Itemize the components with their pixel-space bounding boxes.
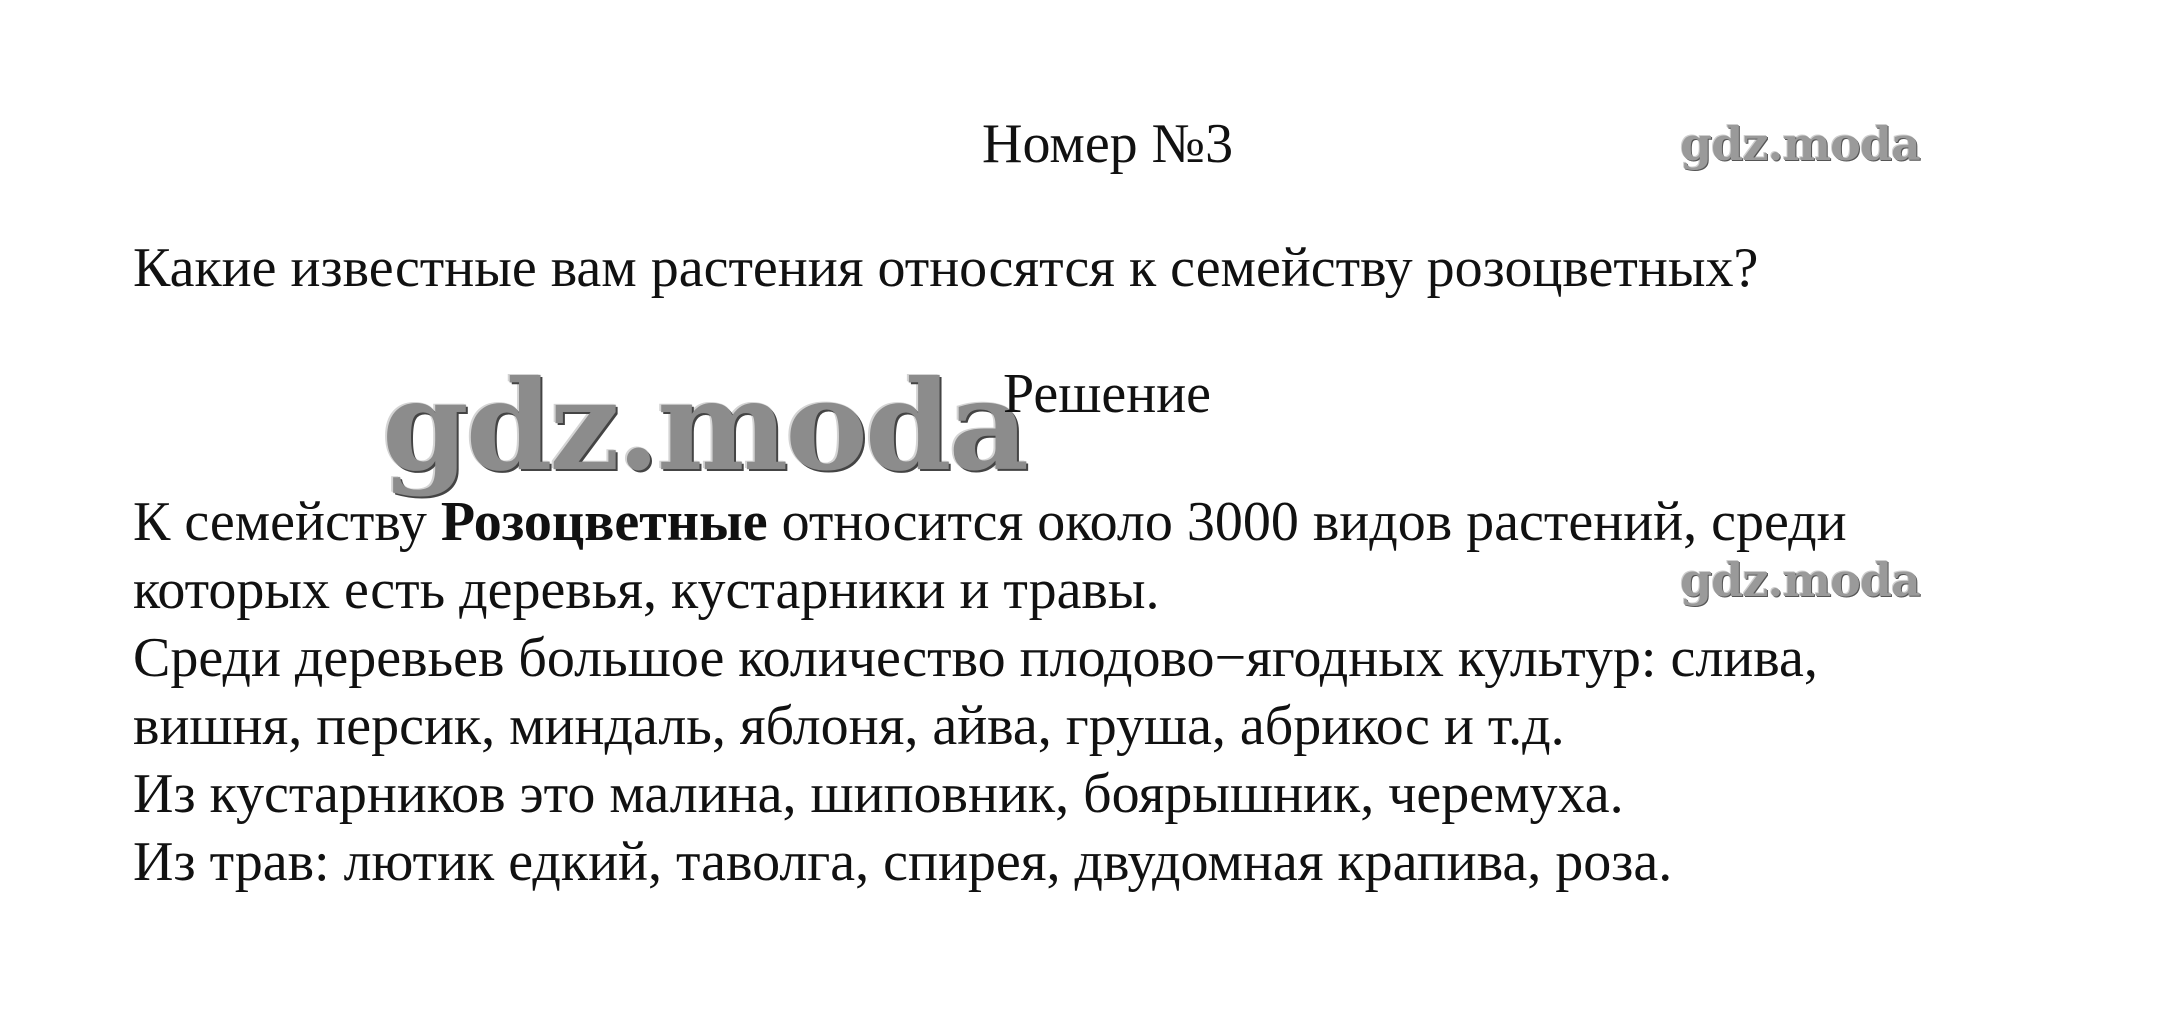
problem-title: Номер №3 (982, 113, 1234, 175)
answer-body (133, 488, 2093, 896)
answer-bold-term: Розоцветные (440, 491, 768, 553)
watermark-middle-right: gdz.moda (1680, 553, 1920, 607)
question-text: Какие известные вам растения относятся к семейству розоцветных? (133, 237, 1759, 299)
watermark-top-right: gdz.moda (1680, 117, 1920, 171)
answer-line-2: которых есть деревья, кустарники и травы. (133, 559, 1160, 621)
answer-line-1-start: К семейству (133, 491, 441, 553)
watermark-large: gdz.moda (382, 354, 1026, 499)
answer-line-1 (133, 488, 2093, 556)
answer-line-5: Из кустарников это малина, шиповник, боярышник, черемуха. (133, 763, 1624, 825)
answer-line-6: Из трав: лютик едкий, таволга, спирея, двудомная крапива, роза. (133, 831, 1673, 893)
answer-line-3: Среди деревьев большое количество плодово−ягодных культур: слива, (133, 627, 1818, 689)
solution-heading: Решение (1003, 363, 1212, 425)
answer-line-4: вишня, персик, миндаль, яблоня, айва, груша, абрикос и т.д. (133, 695, 1565, 757)
answer-line-1-end: относится около 3000 видов растений, среди (767, 491, 1847, 553)
